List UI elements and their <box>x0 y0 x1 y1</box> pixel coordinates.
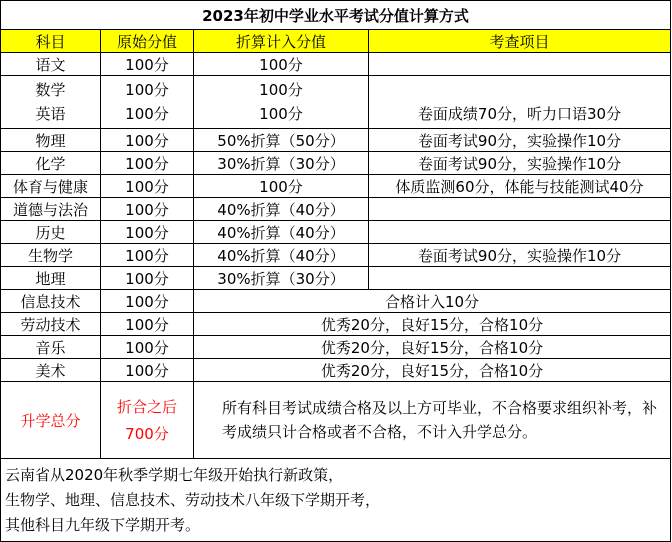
counted-score-cell: 40%折算（40分） <box>194 244 369 267</box>
subject-cell: 物理 <box>1 129 101 152</box>
raw-score-cell: 100分 <box>101 336 194 359</box>
raw-score-cell: 100分 <box>101 53 194 76</box>
assessment-cell: 卷面考试90分，实验操作10分 <box>369 129 671 152</box>
raw-score-cell: 100分 <box>101 290 194 313</box>
raw-score-cell: 100分 <box>101 198 194 221</box>
subject-cell: 数学 <box>35 81 66 99</box>
footnote-line: 其他科目九年级下学期开考。 <box>5 516 201 534</box>
header-assessment-items: 考查项目 <box>369 30 671 53</box>
counted-score-cell: 40%折算（40分） <box>194 221 369 244</box>
counted-score-cell-pair <box>194 76 369 129</box>
subject-cell: 音乐 <box>1 336 101 359</box>
table-row <box>1 336 671 359</box>
table-row <box>1 267 671 290</box>
subject-cell: 地理 <box>1 267 101 290</box>
total-value-line2: 700分 <box>125 425 169 443</box>
raw-score-cell: 100分 <box>101 129 194 152</box>
graduation-note: 所有科目考试成绩合格及以上方可毕业，不合格要求组织补考，补考成绩只计合格或者不合格，不计入升学总分。 <box>194 382 671 459</box>
subject-cell: 道德与法治 <box>1 198 101 221</box>
table-row <box>1 152 671 175</box>
raw-score-cell: 100分 <box>101 267 194 290</box>
table-row <box>1 244 671 267</box>
table-row <box>1 175 671 198</box>
subject-cell: 体育与健康 <box>1 175 101 198</box>
counted-score-cell: 40%折算（40分） <box>194 198 369 221</box>
table-row <box>1 76 671 129</box>
subject-cell: 信息技术 <box>1 290 101 313</box>
table-row <box>1 129 671 152</box>
merged-score-cell: 优秀20分，良好15分，合格10分 <box>194 359 671 382</box>
raw-score-cell: 100分 <box>125 81 169 99</box>
assessment-cell <box>369 221 671 244</box>
table-row <box>1 198 671 221</box>
subject-cell: 生物学 <box>1 244 101 267</box>
counted-score-cell: 100分 <box>259 81 303 99</box>
merged-score-cell: 优秀20分，良好15分，合格10分 <box>194 336 671 359</box>
footnote-line: 云南省从2020年秋季学期七年级开始执行新政策， <box>5 466 344 484</box>
counted-score-cell: 100分 <box>194 175 369 198</box>
header-raw-score: 原始分值 <box>101 30 194 53</box>
assessment-cell <box>369 198 671 221</box>
table-title: 2023年初中学业水平考试分值计算方式 <box>1 1 671 30</box>
raw-score-cell: 100分 <box>101 175 194 198</box>
assessment-cell: 卷面考试90分，实验操作10分 <box>369 152 671 175</box>
assessment-cell: 卷面成绩70分，听力口语30分 <box>369 76 671 129</box>
table-row <box>1 313 671 336</box>
subject-cell-pair <box>1 76 101 129</box>
counted-score-cell: 50%折算（50分） <box>194 129 369 152</box>
merged-score-cell: 优秀20分，良好15分，合格10分 <box>194 313 671 336</box>
header-subject: 科目 <box>1 30 101 53</box>
table-row <box>1 290 671 313</box>
subject-cell: 历史 <box>1 221 101 244</box>
raw-score-cell: 100分 <box>101 359 194 382</box>
raw-score-cell: 100分 <box>101 313 194 336</box>
counted-score-cell: 100分 <box>194 53 369 76</box>
assessment-cell <box>369 267 671 290</box>
table-row <box>1 53 671 76</box>
table-row <box>1 221 671 244</box>
policy-footnote <box>1 459 671 542</box>
raw-score-cell: 100分 <box>125 105 169 123</box>
table-row <box>1 359 671 382</box>
assessment-cell: 卷面考试90分，实验操作10分 <box>369 244 671 267</box>
raw-score-cell-pair <box>101 76 194 129</box>
raw-score-cell: 100分 <box>101 244 194 267</box>
raw-score-cell: 100分 <box>101 221 194 244</box>
total-row <box>1 382 671 459</box>
subject-cell: 语文 <box>1 53 101 76</box>
subject-cell: 化学 <box>1 152 101 175</box>
footer-row <box>1 459 671 542</box>
merged-score-cell: 合格计入10分 <box>194 290 671 313</box>
counted-score-cell: 30%折算（30分） <box>194 267 369 290</box>
subject-cell: 美术 <box>1 359 101 382</box>
header-row <box>1 30 671 53</box>
total-value-cell <box>101 382 194 459</box>
header-counted-score: 折算计入分值 <box>194 30 369 53</box>
total-label: 升学总分 <box>1 382 101 459</box>
assessment-cell: 体质监测60分，体能与技能测试40分 <box>369 175 671 198</box>
raw-score-cell: 100分 <box>101 152 194 175</box>
subject-cell: 劳动技术 <box>1 313 101 336</box>
total-value-line1: 折合之后 <box>116 398 177 416</box>
footnote-line: 生物学、地理、信息技术、劳动技术八年级下学期开考， <box>5 491 381 509</box>
subject-cell: 英语 <box>35 105 66 123</box>
assessment-cell <box>369 53 671 76</box>
counted-score-cell: 100分 <box>259 105 303 123</box>
counted-score-cell: 30%折算（30分） <box>194 152 369 175</box>
